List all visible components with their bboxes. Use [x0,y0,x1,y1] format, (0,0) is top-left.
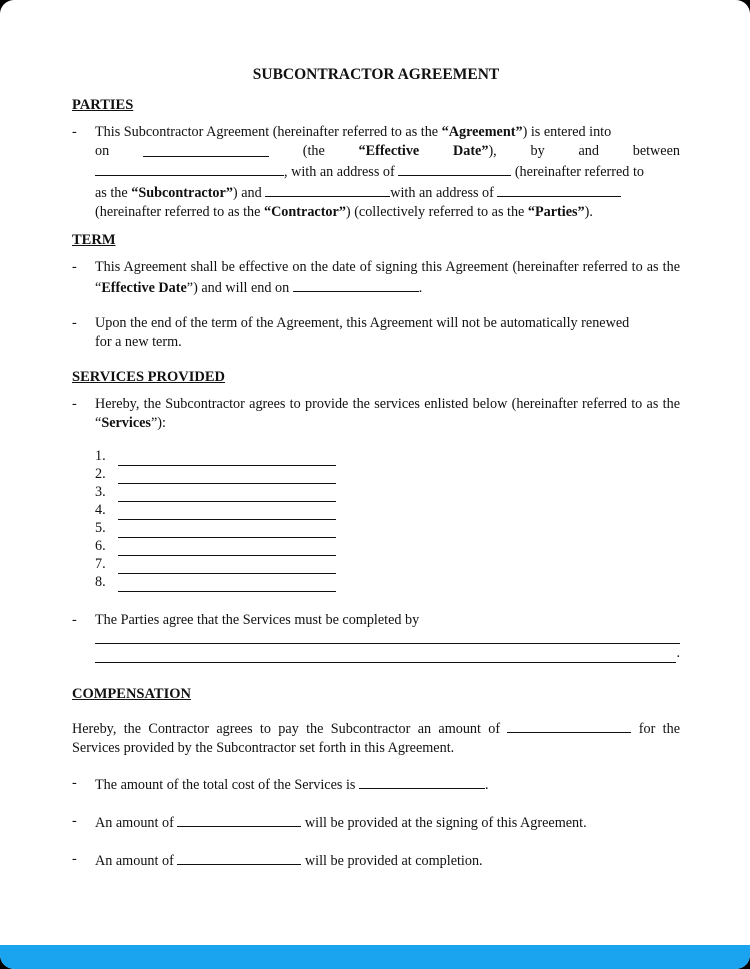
parties-heading: PARTIES [72,97,134,113]
completion-amount-blank[interactable] [177,850,301,865]
compensation-bullet-2: - An amount of will be provided at the signing of this Agreement. [72,813,587,831]
document-title: SUBCONTRACTOR AGREEMENT [252,66,500,83]
service-blank[interactable] [118,524,336,538]
list-item: 8. [95,574,680,592]
subcontractor-address-blank[interactable] [398,161,511,176]
parties-line-4: as the “Subcontractor”) and with an address of [95,182,680,203]
parties-paragraph [72,123,680,222]
services-heading: SERVICES PROVIDED [72,369,225,385]
compensation-bullet-1: - The amount of the total cost of the Services is . [72,775,489,793]
subcontractor-name-blank[interactable] [95,161,284,176]
completion-blank-1[interactable] [95,629,680,644]
services-bullet-2: - The Parties agree that the Services must be completed by . [72,612,680,661]
term-bullet-2: - Upon the end of the term of the Agreement, this Agreement will not be automatically renewed for a new term. [72,315,630,350]
completion-blank-2[interactable] [95,648,676,663]
completion-line-2: . [95,644,680,663]
effective-bold: “Effective [358,143,420,159]
service-blank[interactable] [118,506,336,520]
compensation-heading: COMPENSATION [72,686,191,702]
date-blank[interactable] [143,142,269,157]
signing-amount-blank[interactable] [177,812,301,827]
total-cost-blank[interactable] [359,774,485,789]
parties-date: Date”), [452,143,497,159]
service-blank[interactable] [118,488,336,502]
list-item: 3. [95,484,680,502]
end-date-blank[interactable] [293,277,419,292]
contractor-name-blank[interactable] [265,182,390,197]
list-item: 7. [95,556,680,574]
services-bullet-1: - Hereby, the Subcontractor agrees to provide the services enlisted below (hereinafter referred to as the “Services”): [72,396,680,431]
list-item: 2. [95,466,680,484]
parties-between: between [632,143,680,159]
term-bullet-1: - This Agreement shall be effective on the date of signing this Agreement (hereinafter referred to as the “Effective Date”) and will end on . [72,259,680,296]
parties-by: by [530,143,545,159]
parties-and: and [578,143,599,159]
list-item: 6. [95,538,680,556]
list-item: 4. [95,502,680,520]
amount-blank[interactable] [507,718,631,733]
parties-line-1 [95,123,680,142]
list-item: 5. [95,520,680,538]
parties-the: (the [302,143,325,159]
list-item: 1. [95,448,680,466]
compensation-bullet-3: - An amount of will be provided at completion. [72,851,483,869]
compensation-paragraph: Hereby, the Contractor agrees to pay the Subcontractor an amount of for the Services provided by the Subcontractor set forth in this Agreement. [72,718,680,758]
parties-line1-text: This Subcontractor Agreement (hereinafter referred to as the “Agreement”) is entered into [95,124,612,140]
service-blank[interactable] [118,452,336,466]
contractor-address-blank[interactable] [497,182,621,197]
term-heading: TERM [72,232,116,248]
service-blank[interactable] [118,542,336,556]
parties-line-5: (hereinafter referred to as the “Contractor”) (collectively referred to as the “Parties”). [95,204,593,220]
bullet-dash: - [72,124,77,140]
service-blank[interactable] [118,578,336,592]
parties-line-2 [95,142,680,161]
accent-bar [0,945,750,969]
service-blank[interactable] [118,560,336,574]
parties-line-3: , with an address of (hereinafter referred to [95,161,680,182]
document-content [72,60,680,871]
services-list [95,448,680,592]
service-blank[interactable] [118,470,336,484]
parties-on: on [95,143,110,159]
